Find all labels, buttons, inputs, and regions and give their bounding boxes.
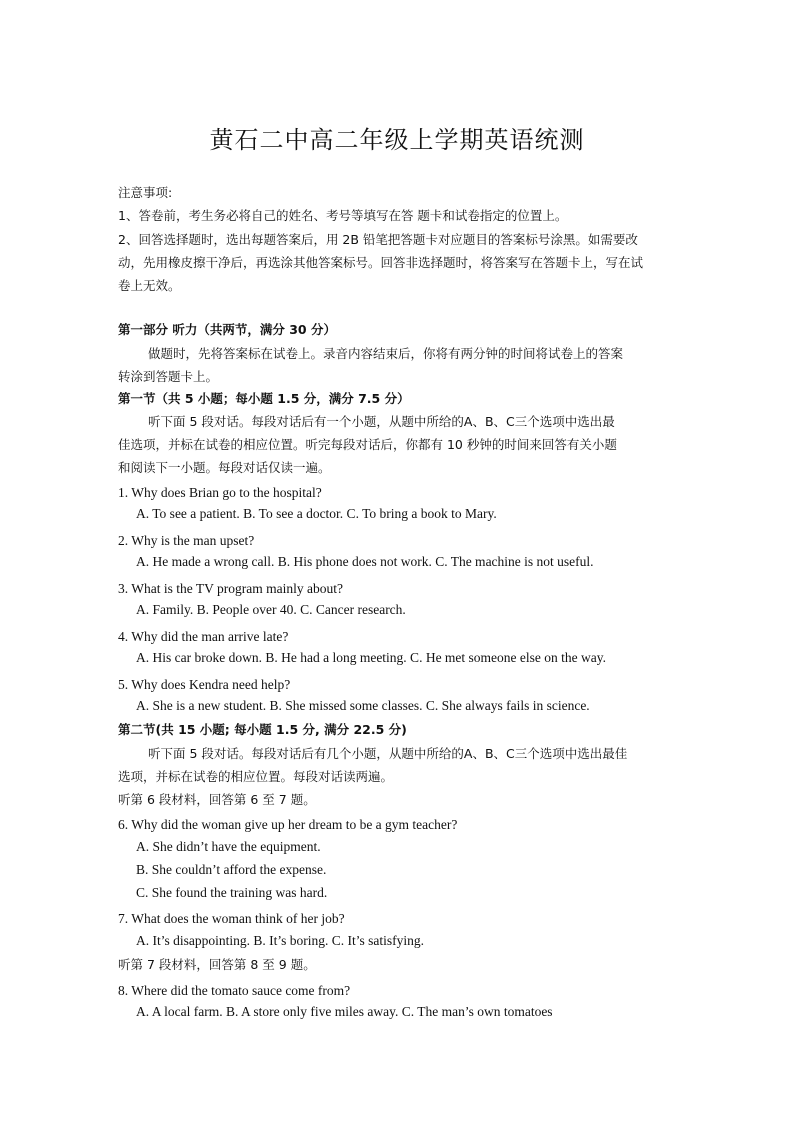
question-6-option-b: B. She couldn’t afford the expense. bbox=[136, 862, 327, 877]
question-2-options: A. He made a wrong call. B. His phone does not work. C. The machine is not useful. bbox=[136, 554, 594, 569]
notice-heading: 注意事项: bbox=[118, 185, 173, 200]
part1-heading: 第一部分 听力（共两节，满分 30 分） bbox=[118, 322, 336, 337]
notice-item-2-line-1: 2、回答选择题时，选出每题答案后，用 2B 铅笔把答题卡对应题目的答案标号涂黑。如需要改 bbox=[118, 232, 638, 247]
question-5-options: A. She is a new student. B. She missed some classes. C. She always fails in science. bbox=[136, 698, 590, 713]
part1-intro-line-2: 转涂到答题卡上。 bbox=[118, 369, 219, 384]
section1-intro-line-1: 听下面 5 段对话。每段对话后有一个小题，从题中所给的A、B、C三个选项中选出最 bbox=[148, 414, 615, 429]
question-8-options: A. A local farm. B. A store only five miles away. C. The man’s own tomatoes bbox=[136, 1004, 553, 1019]
question-6-option-c: C. She found the training was hard. bbox=[136, 885, 328, 900]
question-6: 6. Why did the woman give up her dream to be a gym teacher? bbox=[118, 817, 458, 832]
question-1-options: A. To see a patient. B. To see a doctor. C. To bring a book to Mary. bbox=[136, 506, 497, 521]
question-2: 2. Why is the man upset? bbox=[118, 533, 255, 548]
question-5: 5. Why does Kendra need help? bbox=[118, 677, 291, 692]
question-1: 1. Why does Brian go to the hospital? bbox=[118, 485, 322, 500]
page-title: 黄石二中高二年级上学期英语统测 bbox=[209, 126, 585, 154]
section2-intro-line-1: 听下面 5 段对话。每段对话后有几个小题，从题中所给的A、B、C三个选项中选出最佳 bbox=[148, 746, 628, 761]
notice-item-2-line-3: 卷上无效。 bbox=[118, 278, 181, 293]
material-7-instruction: 听第 7 段材料，回答第 8 至 9 题。 bbox=[118, 957, 316, 972]
question-3: 3. What is the TV program mainly about? bbox=[118, 581, 343, 596]
section1-intro-line-2: 佳选项，并标在试卷的相应位置。听完每段对话后，你都有 10 秒钟的时间来回答有关小题 bbox=[118, 437, 617, 452]
notice-item-2-line-2: 动，先用橡皮擦干净后，再选涂其他答案标号。回答非选择题时，将答案写在答题卡上，写在试 bbox=[118, 255, 644, 270]
material-6-instruction: 听第 6 段材料，回答第 6 至 7 题。 bbox=[118, 792, 316, 807]
question-7-options: A. It’s disappointing. B. It’s boring. C. It’s satisfying. bbox=[136, 933, 425, 948]
section1-heading: 第一节（共 5 小题；每小题 1.5 分，满分 7.5 分） bbox=[118, 391, 410, 406]
section1-intro-line-3: 和阅读下一小题。每段对话仅读一遍。 bbox=[118, 460, 331, 475]
section2-heading: 第二节(共 15 小题; 每小题 1.5 分, 满分 22.5 分) bbox=[118, 722, 407, 737]
question-4-options: A. His car broke down. B. He had a long meeting. C. He met someone else on the way. bbox=[136, 650, 607, 665]
section2-intro-line-2: 选项，并标在试卷的相应位置。每段对话读两遍。 bbox=[118, 769, 394, 784]
notice-item-1: 1、答卷前，考生务必将自己的姓名、考号等填写在答 题卡和试卷指定的位置上。 bbox=[118, 208, 568, 223]
question-4: 4. Why did the man arrive late? bbox=[118, 629, 289, 644]
question-6-option-a: A. She didn’t have the equipment. bbox=[136, 839, 321, 854]
question-8: 8. Where did the tomato sauce come from? bbox=[118, 983, 351, 998]
question-3-options: A. Family. B. People over 40. C. Cancer research. bbox=[136, 602, 406, 617]
part1-intro-line-1: 做题时，先将答案标在试卷上。录音内容结束后，你将有两分钟的时间将试卷上的答案 bbox=[148, 346, 624, 361]
question-7: 7. What does the woman think of her job? bbox=[118, 911, 345, 926]
